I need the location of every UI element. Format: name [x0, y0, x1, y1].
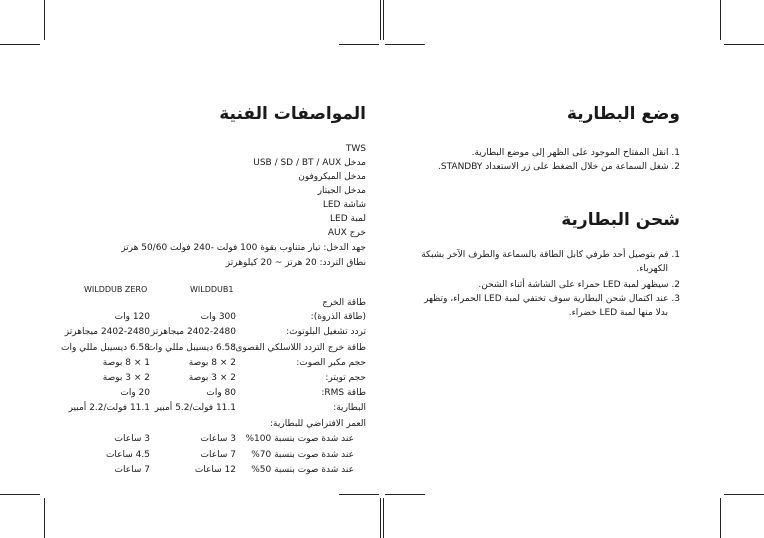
value-wilddub1: 80 وات	[206, 388, 236, 398]
value-wilddub1: 2 × 8 بوصة	[188, 358, 236, 368]
spec-item: خرج AUX	[327, 228, 366, 238]
value-wilddub-zero: 6.58 ديسيبل مللي وات	[60, 343, 150, 353]
crop-mark-top-center-right-v	[380, 0, 381, 40]
row-label: طاقة RMS:	[321, 388, 366, 398]
charging-step-3-continued	[569, 306, 668, 320]
crop-mark-top-center-left-v	[383, 0, 384, 40]
row-label: عند شدة صوت بنسبة 50%	[251, 465, 354, 475]
row-label: عند شدة صوت بنسبة 70%	[251, 450, 354, 460]
step-number: 1.	[671, 250, 680, 260]
spec-item: مدخل USB / SD / BT / AUX	[253, 158, 366, 168]
charging-step-1-continued	[636, 262, 668, 276]
step-number: 2.	[671, 280, 680, 290]
value-wilddub-zero: 11.1 فولت/2.2 أمبير	[68, 403, 150, 413]
step-number: 2.	[671, 162, 680, 172]
crop-mark-bottom-left-v	[44, 498, 45, 538]
crop-mark-top-center-right-h	[385, 44, 425, 45]
crop-mark-top-left-v	[44, 0, 45, 40]
model-header-wilddub-zero: WILDDUB ZERO	[84, 285, 148, 294]
value-wilddub-zero: 3 ساعات	[114, 434, 150, 444]
value-wilddub1: 3 ساعات	[200, 434, 236, 444]
value-wilddub-zero: 2402-2480 ميجاهرتز	[64, 327, 150, 337]
specs-heading: المواصفات الفنية	[219, 104, 366, 124]
row-label: عند شدة صوت بنسبة 100%	[245, 434, 354, 444]
step-text: سيظهر لمبة LED حمراء على الشاشة أثناء الشحن.	[478, 280, 669, 290]
value-wilddub-zero: 7 ساعات	[114, 465, 150, 475]
model-header-wilddub1: WILDDUB1	[190, 285, 234, 294]
step-text: الكهرباء.	[636, 264, 668, 274]
crop-mark-bottom-right-v	[720, 498, 721, 538]
step-text: انقل المفتاح الموجود على الظهر إلى موضع البطارية.	[471, 148, 669, 158]
crop-mark-bottom-center-left-v	[380, 498, 381, 538]
battery-mode-heading: وضع البطارية	[566, 104, 680, 124]
crop-mark-bottom-right-h	[724, 494, 764, 495]
crop-mark-bottom-center-right-h	[385, 494, 425, 495]
row-label: تردد تشغيل البلوتوث:	[286, 327, 366, 337]
value-wilddub1: 7 ساعات	[200, 450, 236, 460]
crop-mark-top-left-h	[0, 44, 40, 45]
value-wilddub1: 2402-2480 ميجاهرتز	[150, 327, 236, 337]
value-wilddub-zero: 4.5 ساعات	[105, 450, 150, 460]
value-wilddub1: 6.58 ديسيبل مللي وات	[146, 343, 236, 353]
spec-item: مدخل الجيتار	[317, 186, 366, 196]
step-text: عند اكتمال شحن البطارية سوف تختفي لمبة LED الحمراء، وتظهر	[424, 294, 669, 304]
step-text: شغل السماعة من خلال الضغط على زر الاستعداد STANDBY.	[438, 162, 669, 172]
charging-step-1	[421, 248, 680, 262]
battery-mode-step-1	[472, 146, 680, 160]
spec-item: نطاق التردد: 20 هرتز ~ 20 كيلوهرتز	[225, 258, 366, 268]
crop-mark-bottom-center-right-v	[383, 498, 384, 538]
charging-step-3	[424, 292, 680, 306]
row-label: حجم مكبر الصوت:	[296, 358, 366, 368]
value-wilddub-zero: 1 × 8 بوصة	[102, 358, 150, 368]
battery-mode-step-2	[438, 160, 680, 174]
value-wilddub1: 300 وات	[200, 312, 236, 322]
row-label: طاقة خرج التردد اللاسلكي القصوى:	[232, 343, 366, 353]
value-wilddub1: 11.1 فولت/5.2 أمبير	[154, 403, 236, 413]
step-number: 1.	[671, 148, 680, 158]
crop-mark-top-center-left-h	[339, 44, 379, 45]
spec-item: TWS	[345, 144, 366, 154]
step-text: قم بتوصيل أحد طرفي كابل الطاقة بالسماعة والطرف الآخر بشبكة	[421, 250, 669, 260]
charging-step-2	[478, 278, 680, 292]
row-label: حجم تويتر:	[325, 373, 366, 383]
row-label: العمر الافتراضي للبطارية:	[269, 419, 366, 429]
row-label: (طاقة الذروة):	[310, 312, 366, 322]
value-wilddub-zero: 20 وات	[120, 388, 150, 398]
spec-item: جهد الدخل: تيار متناوب بقوة 100 فولت -240 فولت 50/60 هرتز	[121, 243, 366, 253]
crop-mark-top-right-h	[724, 44, 764, 45]
crop-mark-top-right-v	[720, 0, 721, 40]
row-label: البطارية:	[333, 403, 366, 413]
crop-mark-bottom-left-h	[0, 494, 40, 495]
value-wilddub-zero: 2 × 3 بوصة	[102, 373, 150, 383]
crop-mark-bottom-center-left-h	[339, 494, 379, 495]
value-wilddub1: 12 ساعات	[194, 465, 236, 475]
step-number: 3.	[671, 294, 680, 304]
row-label: طاقة الخرج	[322, 298, 366, 308]
spec-item: مدخل الميكروفون	[298, 172, 366, 182]
value-wilddub1: 2 × 3 بوصة	[188, 373, 236, 383]
spec-item: لمبة LED	[330, 214, 366, 224]
value-wilddub-zero: 120 وات	[114, 312, 150, 322]
battery-charging-heading: شحن البطارية	[561, 210, 680, 230]
spec-item: شاشة LED	[322, 200, 366, 210]
step-text: بدلا منها لمبة LED خضراء.	[568, 308, 668, 318]
